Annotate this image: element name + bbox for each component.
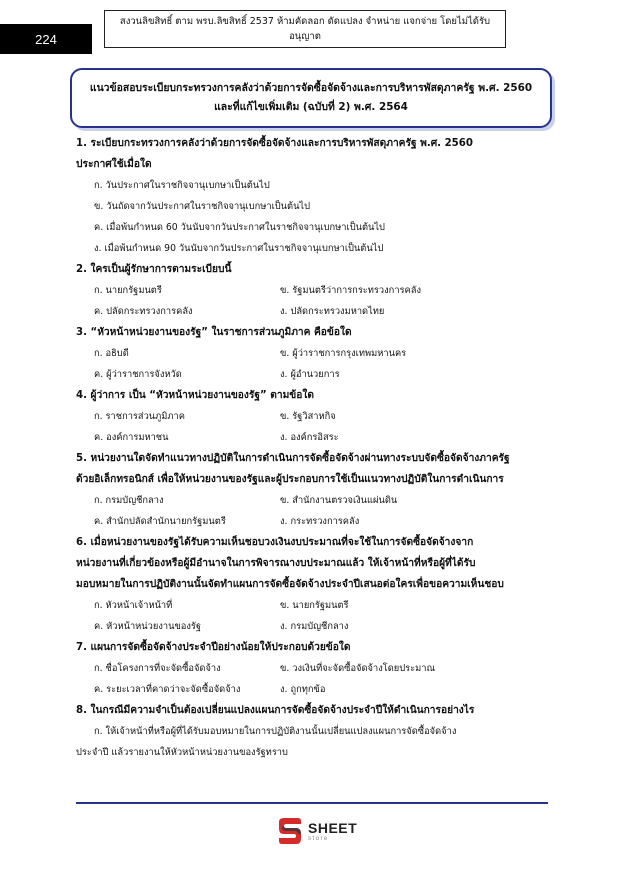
logo-subtext: store [308, 835, 329, 842]
question-2-option-a: ก. นายกรัฐมนตรี [94, 285, 162, 296]
question-4-line-1: 4. ผู้ว่าการ เป็น “หัวหน้าหน่วยงานของรัฐ” ตามข้อใด [76, 390, 314, 401]
question-3-option-d: ง. ผู้อำนวยการ [280, 369, 340, 380]
question-6-option-c: ค. หัวหน้าหน่วยงานของรัฐ [94, 621, 202, 632]
document-title-box [70, 68, 552, 128]
question-4-option-d: ง. องค์กรอิสระ [280, 432, 339, 443]
question-4-option-c: ค. องค์การมหาชน [94, 432, 169, 443]
question-2 [76, 259, 546, 280]
question-7-option-b: ข. วงเงินที่จะจัดซื้อจัดจ้างโดยประมาณ [280, 663, 436, 674]
question-list [76, 133, 546, 763]
question-7-option-d: ง. ถูกทุกข้อ [280, 684, 326, 695]
question-3-option-b: ข. ผู้ว่าราชการกรุงเทพมหานคร [280, 348, 407, 359]
question-6-line-3: มอบหมายในการปฏิบัติงานนั้นจัดทำแผนการจัดซื้อจัดจ้างประจำปีเสนอต่อใครเพื่อขอความเห็นชอบ [76, 579, 504, 590]
sheet-store-logo [276, 814, 357, 848]
question-3 [76, 322, 546, 343]
question-3-line-1: 3. “หัวหน้าหน่วยงานของรัฐ” ในราชการส่วนภูมิภาค คือข้อใด [76, 327, 352, 338]
question-2-line-1: 2. ใครเป็นผู้รักษาการตามระเบียบนี้ [76, 264, 232, 275]
question-5-line-1: 5. หน่วยงานใดจัดทำแนวทางปฏิบัติในการดำเนินการจัดซื้อจัดจ้างผ่านทางระบบจัดซื้อจัดจ้างภาครัฐ [76, 453, 510, 464]
footer-divider [76, 802, 548, 804]
question-3-option-c: ค. ผู้ว่าราชการจังหวัด [94, 369, 182, 380]
question-8 [76, 700, 546, 721]
question-5 [76, 448, 546, 490]
question-7 [76, 637, 546, 658]
question-1-option-c: ค. เมื่อพ้นกำหนด 60 วันนับจากวันประกาศในราชกิจจานุเบกษาเป็นต้นไป [94, 222, 385, 233]
question-5-option-d: ง. กระทรวงการคลัง [280, 516, 360, 527]
question-8-paragraph-line-1: ก. ให้เจ้าหน้าที่หรือผู้ที่ได้รับมอบหมายในการปฏิบัติงานนั้นเปลี่ยนแปลงแผนการจัดซื้อจัดจ้าง [94, 726, 457, 737]
question-1-line-1: 1. ระเบียบกระทรวงการคลังว่าด้วยการจัดซื้อจัดจ้างและการบริหารพัสดุภาครัฐ พ.ศ. 2560 [76, 138, 473, 149]
question-6-option-d: ง. กรมบัญชีกลาง [280, 621, 349, 632]
question-1-option-a: ก. วันประกาศในราชกิจจานุเบกษาเป็นต้นไป [94, 180, 270, 191]
question-5-line-2: ด้วยอิเล็กทรอนิกส์ เพื่อให้หน่วยงานของรัฐและผู้ประกอบการใช้เป็นแนวทางปฏิบัติในการดำเนินการ [76, 474, 504, 485]
question-7-option-c: ค. ระยะเวลาที่คาดว่าจะจัดซื้อจัดจ้าง [94, 684, 241, 695]
logo-text: SHEET [308, 819, 358, 836]
question-6-option-b: ข. นายกรัฐมนตรี [280, 600, 349, 611]
question-2-option-b: ข. รัฐมนตรีว่าการกระทรวงการคลัง [280, 285, 421, 296]
question-1 [76, 133, 546, 175]
page-number: 224 [0, 24, 92, 54]
question-5-option-b: ข. สำนักงานตรวจเงินแผ่นดิน [280, 495, 398, 506]
question-1-option-d: ง. เมื่อพ้นกำหนด 90 วันนับจากวันประกาศในราชกิจจานุเบกษาเป็นต้นไป [94, 243, 384, 254]
question-6-line-2: หน่วยงานที่เกี่ยวข้องหรือผู้มีอำนาจในการพิจารณางบประมาณแล้ว ให้เจ้าหน้าที่หรือผู้ที่ได้รับ [76, 558, 476, 569]
question-2-option-d: ง. ปลัดกระทรวงมหาดไทย [280, 306, 385, 317]
question-4-option-a: ก. ราชการส่วนภูมิภาค [94, 411, 185, 422]
copyright-notice: สงวนลิขสิทธิ์ ตาม พรบ.ลิขสิทธิ์ 2537 ห้ามคัดลอก ดัดแปลง จำหน่าย แจกจ่าย โดยไม่ได้รับอนุญาต [104, 10, 506, 48]
question-6-line-1: 6. เมื่อหน่วยงานของรัฐได้รับความเห็นชอบวงเงินงบประมาณที่จะใช้ในการจัดซื้อจัดจ้างจาก [76, 537, 474, 548]
question-4-option-b: ข. รัฐวิสาหกิจ [280, 411, 336, 422]
question-5-option-c: ค. สำนักปลัดสำนักนายกรัฐมนตรี [94, 516, 226, 527]
question-8-answer-paragraph [76, 721, 546, 763]
question-5-option-a: ก. กรมบัญชีกลาง [94, 495, 164, 506]
question-4 [76, 385, 546, 406]
title-line-2: และที่แก้ไขเพิ่มเติม (ฉบับที่ 2) พ.ศ. 2564 [214, 101, 408, 113]
question-6 [76, 532, 546, 595]
question-6-option-a: ก. หัวหน้าเจ้าหน้าที่ [94, 600, 173, 611]
question-3-option-a: ก. อธิบดี [94, 348, 129, 359]
title-line-1: แนวข้อสอบระเบียบกระทรวงการคลังว่าด้วยการจัดซื้อจัดจ้างและการบริหารพัสดุภาครัฐ พ.ศ. 2560 [89, 82, 533, 94]
question-1-option-b: ข. วันถัดจากวันประกาศในราชกิจจานุเบกษาเป็นต้นไป [94, 201, 310, 212]
question-8-paragraph-line-2: ประจำปี แล้วรายงานให้หัวหน้าหน่วยงานของรัฐทราบ [76, 747, 288, 758]
question-7-option-a: ก. ชื่อโครงการที่จะจัดซื้อจัดจ้าง [94, 663, 221, 674]
question-1-line-2: ประกาศใช้เมื่อใด [76, 159, 152, 170]
question-2-option-c: ค. ปลัดกระทรวงการคลัง [94, 306, 193, 317]
sheet-store-s-icon [276, 816, 304, 846]
question-8-line-1: 8. ในกรณีมีความจำเป็นต้องเปลี่ยนแปลงแผนการจัดซื้อจัดจ้างประจำปีให้ดำเนินการอย่างไร [76, 705, 475, 716]
question-7-line-1: 7. แผนการจัดซื้อจัดจ้างประจำปีอย่างน้อยให้ประกอบด้วยข้อใด [76, 642, 351, 653]
